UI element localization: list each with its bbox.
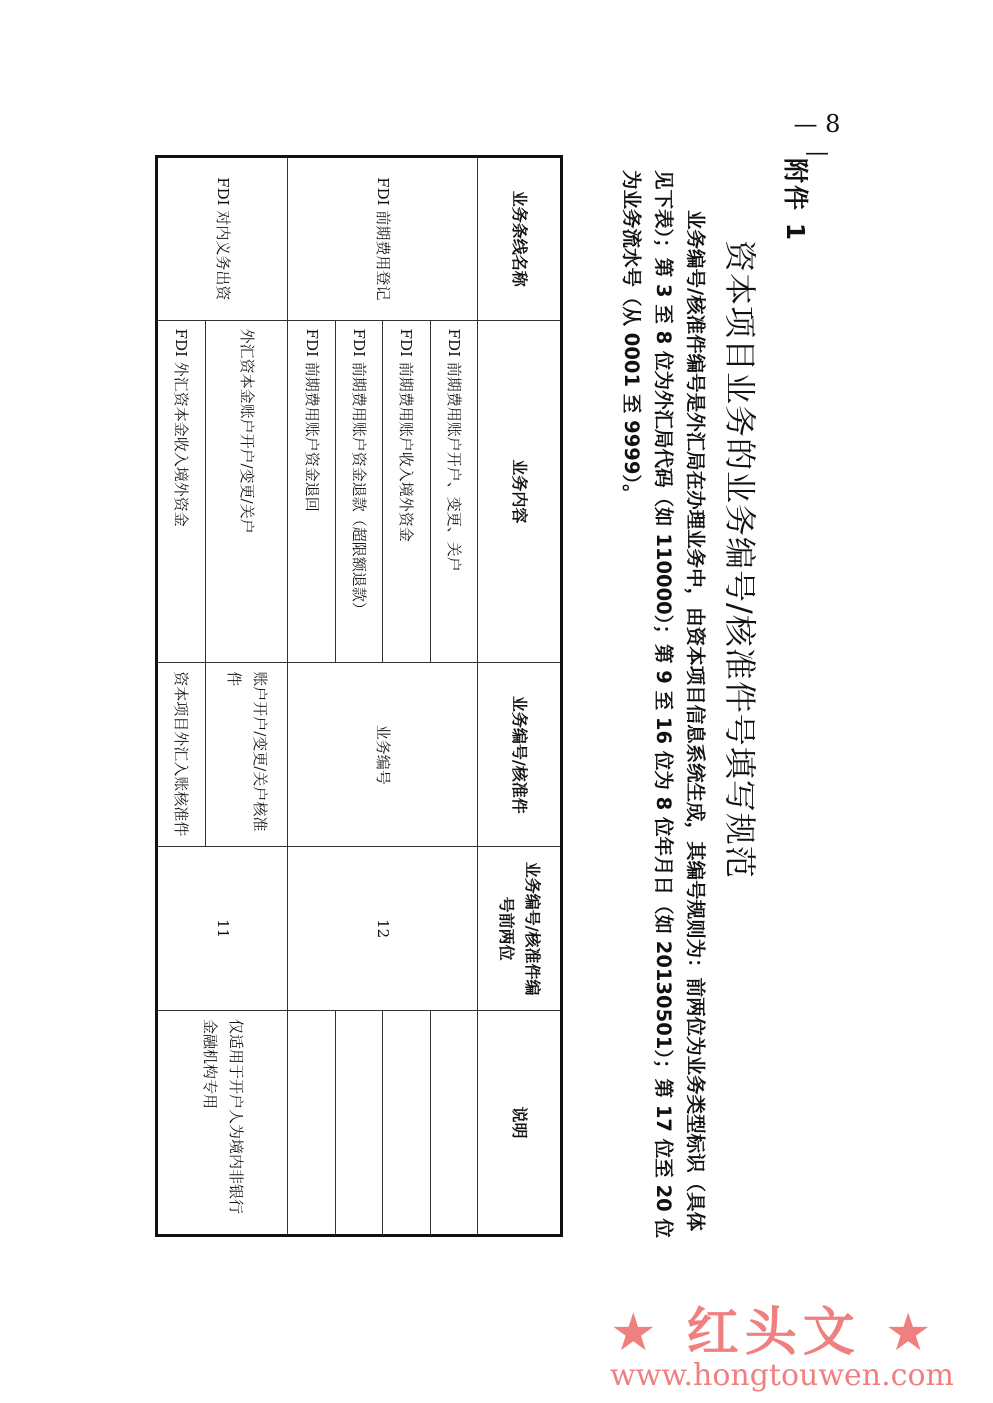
prefix-cell: 12 (288, 847, 478, 1011)
table-row (430, 157, 477, 1236)
page-number: — 8 — (793, 110, 841, 166)
line-name-cell: FDI 前期费用登记 (288, 157, 478, 321)
prefix-cell: 11 (157, 847, 288, 1011)
watermark (590, 1290, 990, 1400)
content-cell: FDI 前期费用账户开户、变更、关户 (430, 320, 477, 663)
note-cell (335, 1010, 382, 1235)
table-header-row (478, 157, 562, 1236)
document-title: 资本项目业务的业务编号/核准件号填写规范 (721, 240, 759, 879)
note-cell (430, 1010, 477, 1235)
content-cell: FDI 前期费用账户资金退款（超限额退款） (335, 320, 382, 663)
line-name-cell: FDI 对内义务出资 (157, 157, 288, 321)
code-type-cell: 资本项目外汇入账核准件 (157, 663, 206, 847)
note-cell (288, 1010, 335, 1235)
header-code-type: 业务编号/核准件 (478, 663, 562, 847)
note-cell (383, 1010, 430, 1235)
code-type-cell: 业务编号 (288, 663, 478, 847)
header-content: 业务内容 (478, 320, 562, 663)
attachment-label: 附件 1 (781, 158, 810, 243)
intro-paragraph: 业务编号/核准件编号是外汇局在办理业务中，由资本项目信息系统生成，其编号规则为：前两位为业务类型标识（具体见下表）；第 3 至 8 位为外汇局代码（如 110000）；第 9 至 16 位为 8 位年月日（如 20130501）；第 17 位至 20 位为业务流水号（从 0001 至 9999）。 (620, 170, 707, 1239)
table-row (205, 157, 288, 1236)
watermark-title: ★ 红头文 ★ (610, 1303, 938, 1363)
watermark-url[interactable]: www.hongtouwen.com (610, 1358, 954, 1393)
note-cell: 仅适用于开户人为境内非银行金融机构专用 (157, 1010, 288, 1235)
content-cell: FDI 前期费用账户收入境外资金 (383, 320, 430, 663)
header-line-name: 业务条线名称 (478, 157, 562, 321)
content-cell: FDI 前期费用账户资金退回 (288, 320, 335, 663)
spec-table (155, 155, 563, 1237)
header-prefix: 业务编号/核准件编号前两位 (478, 847, 562, 1011)
header-note: 说明 (478, 1010, 562, 1235)
content-cell: FDI 外汇资本金收入境外资金 (157, 320, 206, 663)
content-cell: 外汇资本金账户开户/变更/关户 (205, 320, 288, 663)
code-type-cell: 账户开户/变更/关户核准件 (205, 663, 288, 847)
